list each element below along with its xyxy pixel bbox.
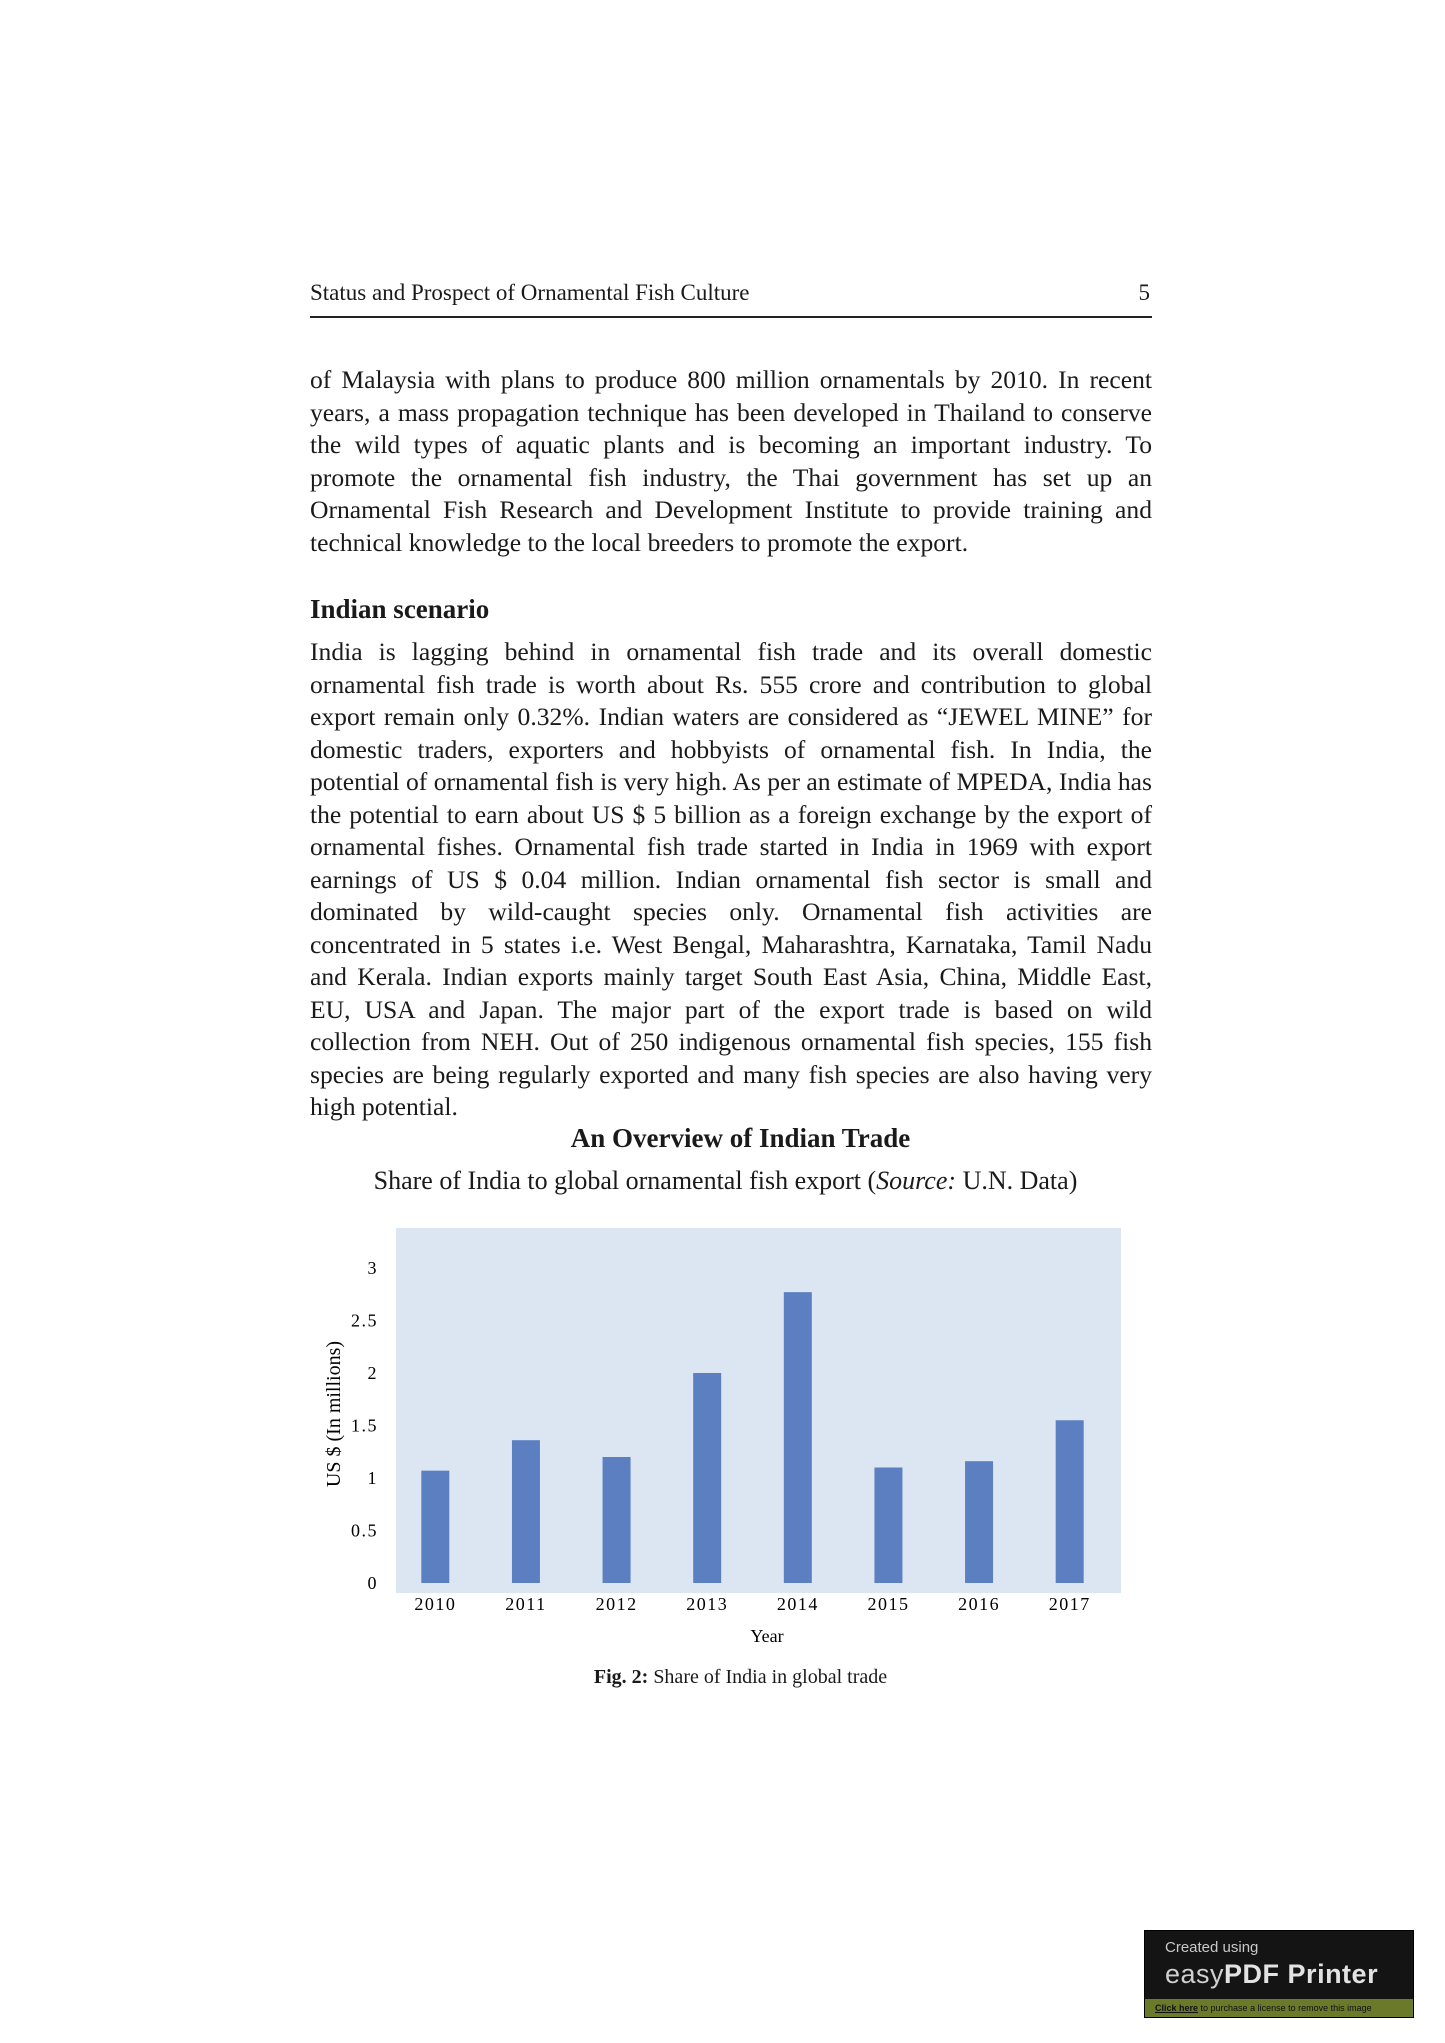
x-tick-label-2017: 2017 — [1048, 1594, 1091, 1614]
y-tick-label-2: 2 — [367, 1363, 378, 1383]
figure-caption-label: Fig. 2: — [593, 1666, 649, 1688]
section-heading: Indian scenario — [310, 594, 490, 624]
badge-created-using: Created using — [1165, 1939, 1259, 1956]
x-tick-label-2014: 2014 — [776, 1594, 819, 1614]
badge-brand — [1165, 1959, 1378, 1990]
x-axis-label: Year — [750, 1626, 784, 1646]
badge-brand-bold: PDF Printer — [1224, 1959, 1379, 1989]
bar-2016 — [965, 1461, 993, 1583]
figure-subtitle-source-label: Source: — [876, 1166, 957, 1195]
x-tick-label-2016: 2016 — [958, 1594, 1001, 1614]
bar-2012 — [603, 1457, 631, 1583]
badge-brand-light: easy — [1165, 1959, 1225, 1989]
page-number: 5 — [1138, 280, 1150, 305]
figure-subtitle — [0, 1166, 1445, 1196]
x-tick-label-2012: 2012 — [595, 1594, 638, 1614]
badge-license-strip — [1145, 1999, 1413, 2017]
badge-strip-text: to purchase a license to remove this image — [1198, 2003, 1372, 2013]
y-ticks-group — [351, 1258, 378, 1593]
figure-caption — [0, 1666, 1445, 1689]
bar-2015 — [874, 1468, 902, 1584]
bar-2014 — [784, 1292, 812, 1583]
y-tick-label-1-5: 1.5 — [351, 1415, 378, 1436]
body-paragraph-1: of Malaysia with plans to produce 800 million ornamentals by 2010. In recent years, a mass propagation technique has been developed in Thailand to conserve the wild types of aquatic plants and is becoming an important industry. To promote the ornamental fish industry, the Thai government has set up an Ornamental Fish Research and Development Institute to provide training and technical knowledge to the local breeders to promote the export. — [310, 365, 1152, 557]
y-tick-label-3: 3 — [367, 1258, 378, 1278]
x-tick-label-2015: 2015 — [867, 1594, 910, 1614]
plot-area — [396, 1228, 1121, 1593]
bar-2011 — [512, 1440, 540, 1583]
y-axis-label: US $ (In millions) — [323, 1340, 345, 1488]
bar-2017 — [1056, 1420, 1084, 1583]
body-paragraph-2: India is lagging behind in ornamental fish trade and its overall domestic ornamental fish trade is worth about Rs. 555 crore and contribution to global export remain only 0.32%. Indian waters are considered as “JEWEL MINE” for domestic traders, exporters and hobbyists of ornamental fish. In India, the potential of ornamental fish is very high. As per an estimate of MPEDA, India has the potential to earn about US $ 5 billion as a foreign exchange by the export of ornamental fishes. Ornamental fish trade started in India in 1969 with export earnings of US $ 0.04 million. Indian ornamental fish sector is small and dominated by wild-caught species only. Ornamental fish activities are concentrated in 5 states i.e. West Bengal, Maharashtra, Karnataka, Tamil Nadu and Kerala. Indian exports mainly target South East Asia, China, Middle East, EU, USA and Japan. The major part of the export trade is based on wild collection from NEH. Out of 250 indigenous ornamental fish species, 155 fish species are being regularly exported and many fish species are also having very high potential. — [310, 637, 1152, 1121]
y-tick-label-2-5: 2.5 — [351, 1310, 378, 1331]
x-tick-label-2011: 2011 — [505, 1594, 547, 1614]
bar-2010 — [421, 1471, 449, 1583]
bar-chart — [310, 1228, 1160, 1658]
y-tick-label-0: 0 — [367, 1573, 378, 1593]
bar-2013 — [693, 1373, 721, 1583]
figure-title: An Overview of Indian Trade — [570, 1123, 911, 1153]
figure-subtitle-prefix: Share of India to global ornamental fish export ( — [373, 1166, 877, 1195]
running-header-title: Status and Prospect of Ornamental Fish Culture — [310, 280, 750, 305]
figure-caption-text: Share of India in global trade — [648, 1666, 888, 1688]
x-tick-label-2010: 2010 — [414, 1594, 457, 1614]
easypdf-watermark-badge[interactable] — [1144, 1930, 1414, 2018]
figure-subtitle-suffix: U.N. Data) — [956, 1166, 1078, 1195]
x-tick-label-2013: 2013 — [686, 1594, 729, 1614]
running-header — [310, 278, 1152, 318]
badge-click-here-link[interactable]: Click here — [1155, 2003, 1199, 2013]
y-tick-label-0-5: 0.5 — [351, 1520, 378, 1541]
y-tick-label-1: 1 — [367, 1468, 378, 1488]
x-ticks-group — [414, 1594, 1090, 1614]
